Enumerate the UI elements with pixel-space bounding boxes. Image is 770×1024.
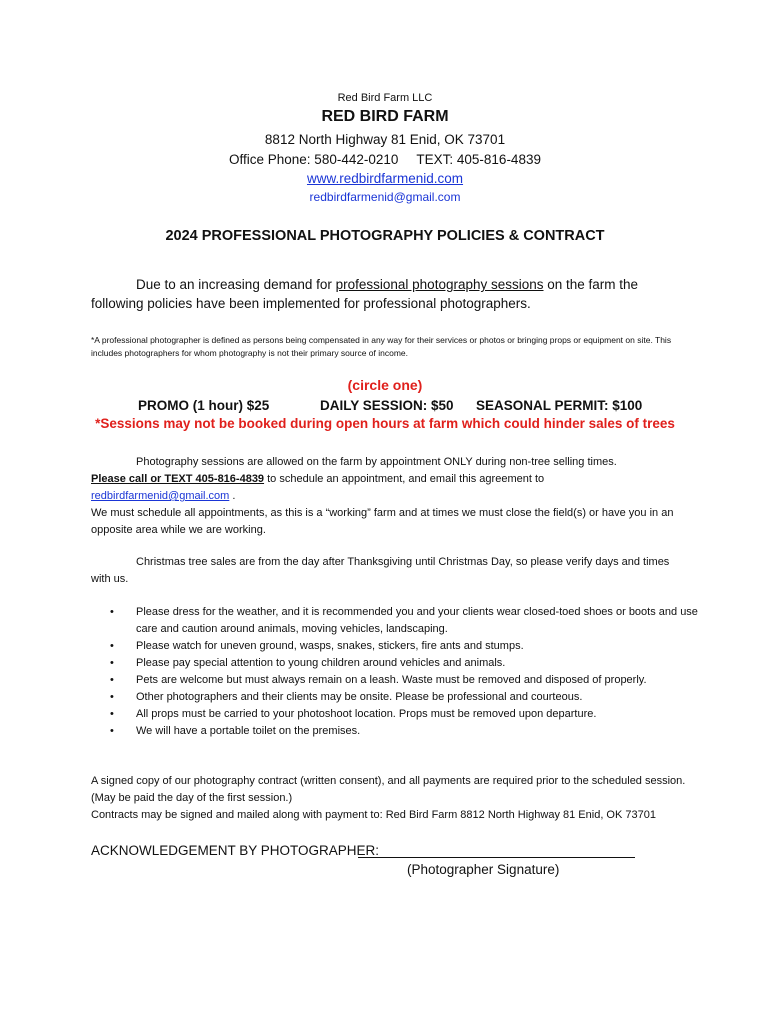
phone-line [0, 152, 770, 167]
payment-line1: A signed copy of our photography contract (written consent), and all payments are required prior to the scheduled session. (May be paid the day of the first session.) [91, 775, 686, 804]
document-title: 2024 PROFESSIONAL PHOTOGRAPHY POLICIES & CONTRACT [165, 228, 605, 244]
call-text-phone: Please call or TEXT 405-816-4839 [91, 473, 265, 485]
option-promo[interactable]: PROMO (1 hour) $25 [138, 398, 270, 413]
definition-note: *A professional photographer is defined as persons being compensated in any way for their services or photos or bringing props or equipment on site. This includes photographers for whom photography is not their primary source of income. [91, 335, 672, 358]
christmas-text: Christmas tree sales are from the day after Thanksgiving until Christmas Day, so please verify days and times with us. [91, 556, 670, 585]
rule-text: Pets are welcome but must always remain on a leash. Waste must be removed and disposed of properly. [136, 674, 647, 686]
bullet-icon: • [110, 606, 114, 618]
acknowledgement-label: ACKNOWLEDGEMENT BY PHOTOGRAPHER: [91, 843, 380, 858]
bullet-icon: • [110, 725, 114, 737]
list-item [110, 638, 700, 655]
option-daily-session[interactable]: DAILY SESSION: $50 [320, 398, 454, 413]
rule-text: Please pay special attention to young children around vehicles and animals. [136, 657, 506, 669]
bullet-icon: • [110, 708, 114, 720]
list-item [110, 689, 700, 706]
email-line [0, 190, 770, 204]
list-item [110, 672, 700, 689]
rules-list [110, 604, 700, 740]
rule-text: Please watch for uneven ground, wasps, snakes, stickers, fire ants and stumps. [136, 640, 524, 652]
bullet-icon: • [110, 674, 114, 686]
intro-before: Due to an increasing demand for [136, 277, 336, 292]
appointment-email-link[interactable]: redbirdfarmenid@gmail.com [91, 490, 230, 502]
intro-after: on the farm the following policies have been implemented for professional photographers. [91, 277, 639, 311]
appointment-line4: We must schedule all appointments, as this is a “working” farm and at times we must close the field(s) or have you in an opposite area while we are working. [91, 507, 674, 536]
header-email[interactable]: redbirdfarmenid@gmail.com [309, 190, 461, 204]
rule-text: Please dress for the weather, and it is recommended you and your clients wear closed-toed shoes or boots and use care and caution around animals, moving vehicles, landscaping. [136, 606, 698, 635]
christmas-paragraph [91, 554, 691, 588]
rule-text: Other photographers and their clients may be onsite. Please be professional and courteous. [136, 691, 583, 703]
list-item [110, 706, 700, 723]
circle-one-instruction: (circle one) [347, 377, 423, 393]
website-line [0, 171, 770, 186]
rule-text: We will have a portable toilet on the premises. [136, 725, 361, 737]
company-llc: Red Bird Farm LLC [337, 92, 433, 104]
bullet-icon: • [110, 640, 114, 652]
text-phone: TEXT: 405-816-4839 [416, 152, 541, 167]
signature-caption: (Photographer Signature) [407, 862, 560, 877]
list-item [110, 604, 700, 638]
list-item [110, 723, 700, 740]
option-seasonal-permit[interactable]: SEASONAL PERMIT: $100 [476, 398, 643, 413]
bullet-icon: • [110, 691, 114, 703]
farm-address: 8812 North Highway 81 Enid, OK 73701 [264, 132, 506, 147]
booking-warning: *Sessions may not be booked during open hours at farm which could hinder sales of trees [95, 416, 675, 431]
appointment-line2: to schedule an appointment, and email this agreement to [264, 473, 545, 485]
rule-text: All props must be carried to your photoshoot location. Props must be removed upon departure. [136, 708, 597, 720]
appointment-paragraph [91, 454, 691, 539]
payment-paragraph [91, 773, 691, 824]
intro-paragraph [91, 275, 691, 313]
payment-line2: Contracts may be signed and mailed along with payment to: Red Bird Farm 8812 North Highway 81 Enid, OK 73701 [91, 809, 656, 821]
appointment-line1: Photography sessions are allowed on the farm by appointment ONLY during non-tree selling times. [136, 456, 617, 468]
farm-name: RED BIRD FARM [321, 108, 449, 125]
intro-underlined: professional photography sessions [335, 277, 544, 292]
website-link[interactable]: www.redbirdfarmenid.com [306, 171, 464, 186]
appointment-line3: . [229, 490, 236, 502]
signature-line[interactable] [358, 857, 635, 858]
list-item [110, 655, 700, 672]
office-phone: Office Phone: 580-442-0210 [229, 152, 399, 167]
bullet-icon: • [110, 657, 114, 669]
